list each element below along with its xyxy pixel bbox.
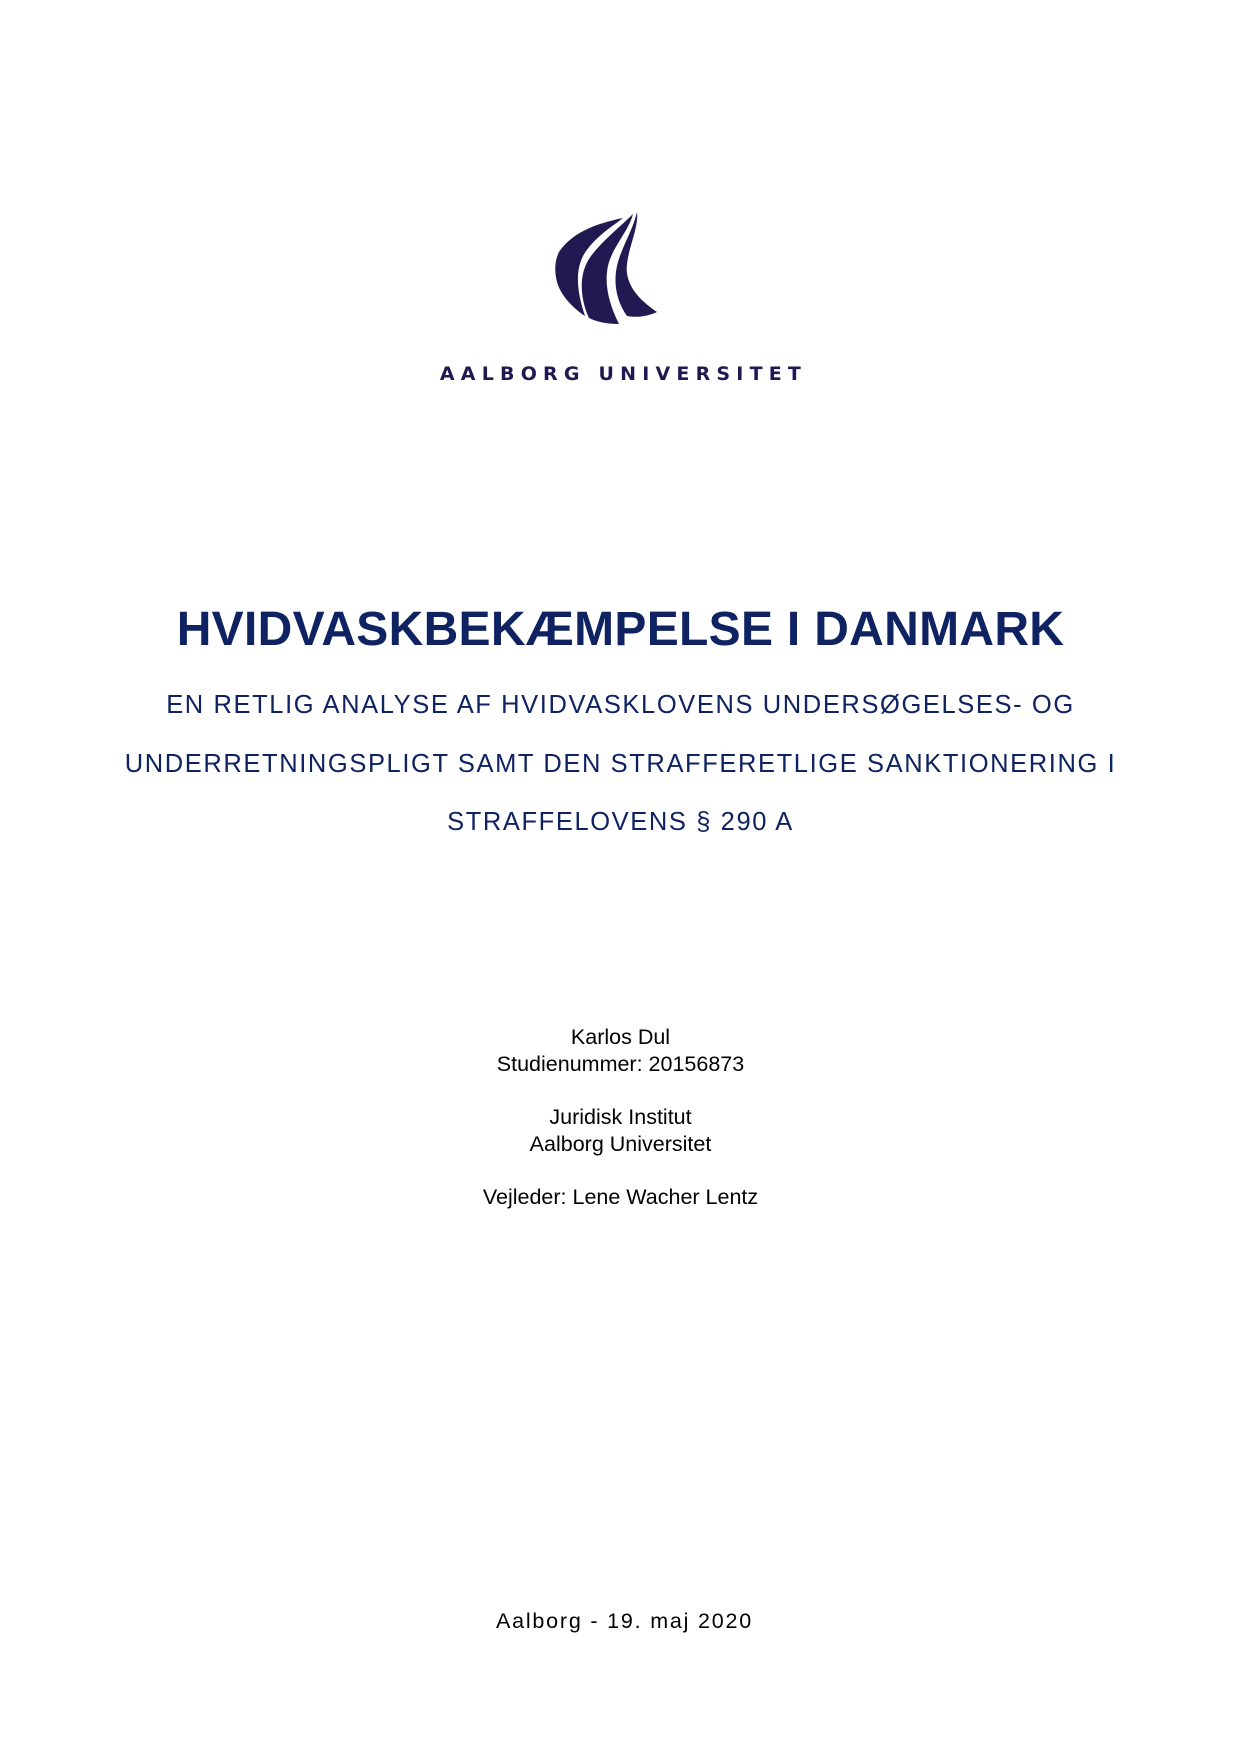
subtitle [0,676,1241,852]
subtitle-line: UNDERRETNINGSPLIGT SAMT DEN STRAFFERETLIGE SANKTIONERING I [124,749,1117,778]
aau-logo-icon [553,212,665,326]
subtitle-line: STRAFFELOVENS § 290 A [447,808,794,836]
spacer [0,1158,1241,1184]
author-name: Karlos Dul [570,1025,671,1049]
subtitle-line: EN RETLIG ANALYSE AF HVIDVASKLOVENS UNDERSØGELSES- OG [166,691,1075,719]
university-wordmark: AALBORG UNIVERSITET [439,363,808,385]
department: Juridisk Institut [549,1105,692,1129]
page-title: HVIDVASKBEKÆMPELSE I DANMARK [176,603,1065,656]
spacer [0,1078,1241,1104]
university-name: Aalborg Universitet [529,1132,712,1156]
supervisor: Vejleder: Lene Wacher Lentz [482,1185,759,1209]
student-number: Studienummer: 20156873 [496,1052,745,1076]
author-block [0,1024,1241,1211]
place-and-date: Aalborg - 19. maj 2020 [495,1609,754,1633]
